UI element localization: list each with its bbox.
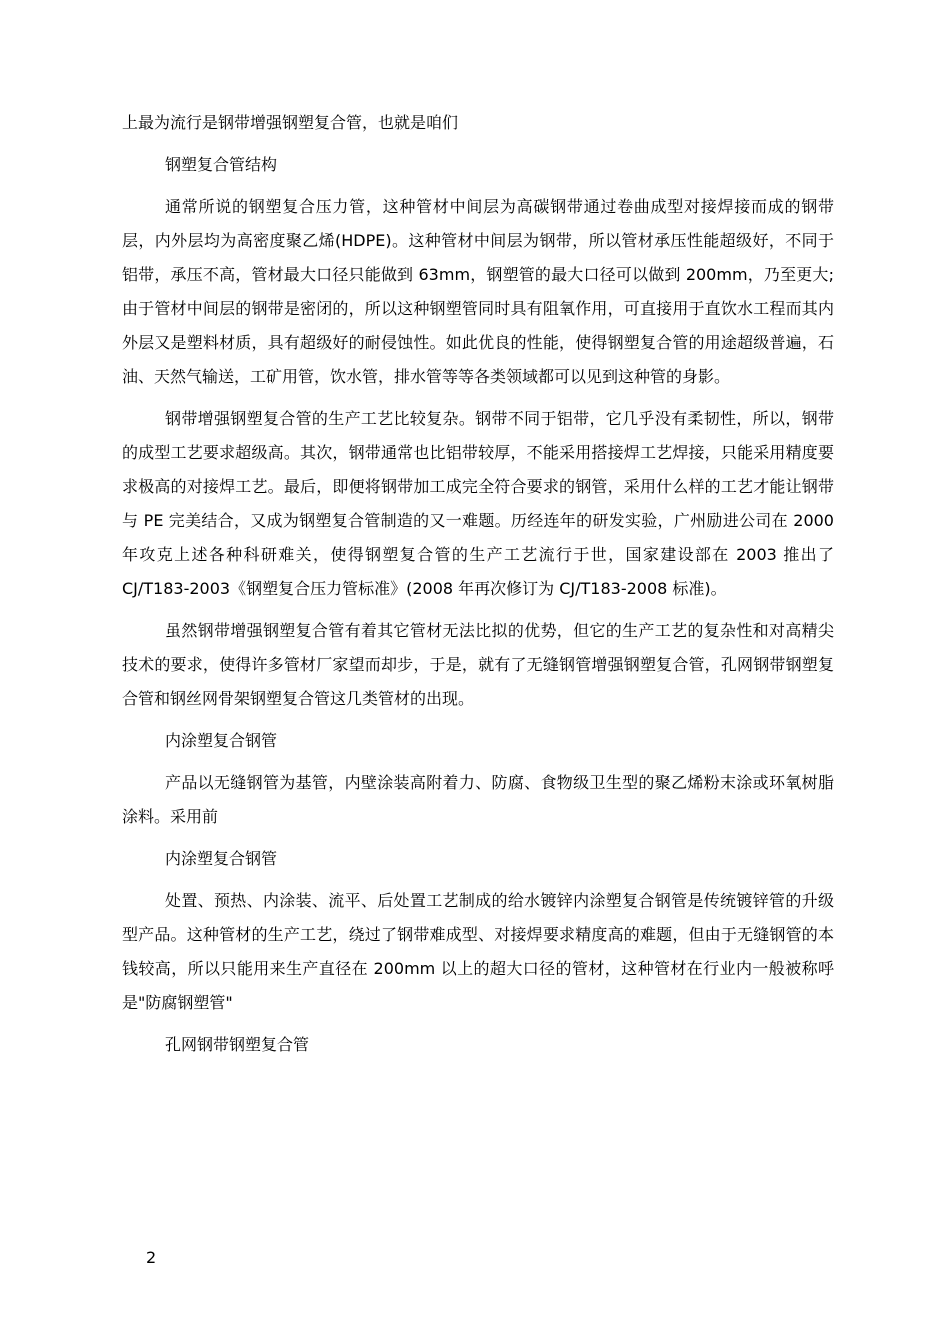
paragraph: 钢带增强钢塑复合管的生产工艺比较复杂。钢带不同于铝带，它几乎没有柔韧性，所以，钢带的成型工艺要求超级高。其次，钢带通常也比铝带较厚，不能采用搭接焊工艺焊接，只能采用精度要求极高的对接焊工艺。最后，即便将钢带加工成完全符合要求的钢管，采用什么样的工艺才能让钢带与 PE 完美结合，又成为钢塑复合管制造的又一难题。历经连年的研发实验，广州励进公司在 2000 年攻克上述各种科研难关，使得钢塑复合管的生产工艺流行于世，国家建设部在 2003 推出了 CJ/T183-2003《钢塑复合压力管标准》(2008 年再次修订为 CJ/T183-2008 标准)。: [122, 409, 834, 598]
paragraph: 产品以无缝钢管为基管，内壁涂装高附着力、防腐、食物级卫生型的聚乙烯粉末涂或环氧树脂涂料。采用前: [122, 773, 834, 826]
paragraph: 上最为流行是钢带增强钢塑复合管，也就是咱们: [122, 113, 459, 132]
paragraph: 处置、预热、内涂装、流平、后处置工艺制成的给水镀锌内涂塑复合钢管是传统镀锌管的升级型产品。这种管材的生产工艺，绕过了钢带难成型、对接焊要求精度高的难题，但由于无缝钢管的本钱较高，所以只能用来生产直径在 200mm 以上的超大口径的管材，这种管材在行业内一般被称呼是"防腐钢塑管": [122, 891, 834, 1012]
paragraph: 虽然钢带增强钢塑复合管有着其它管材无法比拟的优势，但它的生产工艺的复杂性和对高精尖技术的要求，使得许多管材厂家望而却步，于是，就有了无缝钢管增强钢塑复合管，孔网钢带钢塑复合管和钢丝网骨架钢塑复合管这几类管材的出现。: [122, 621, 834, 708]
paragraph: 通常所说的钢塑复合压力管，这种管材中间层为高碳钢带通过卷曲成型对接焊接而成的钢带层，内外层均为高密度聚乙烯(HDPE)。这种管材中间层为钢带，所以管材承压性能超级好，不同于铝带，承压不高，管材最大口径只能做到 63mm，钢塑管的最大口径可以做到 200mm，乃至更大;由于管材中间层的钢带是密闭的，所以这种钢塑管同时具有阻氧作用，可直接用于直饮水工程而其内外层又是塑料材质，具有超级好的耐侵蚀性。如此优良的性能，使得钢塑复合管的用途超级普遍，石油、天然气输送，工矿用管，饮水管，排水管等等各类领域都可以见到这种管的身影。: [122, 197, 834, 386]
section-heading: 内涂塑复合钢管: [165, 849, 278, 868]
section-heading: 内涂塑复合钢管: [165, 731, 278, 750]
section-heading: 钢塑复合管结构: [165, 155, 278, 174]
body-text: [122, 106, 834, 1070]
page-number: 2: [146, 1248, 157, 1267]
section-heading: 孔网钢带钢塑复合管: [165, 1035, 310, 1054]
